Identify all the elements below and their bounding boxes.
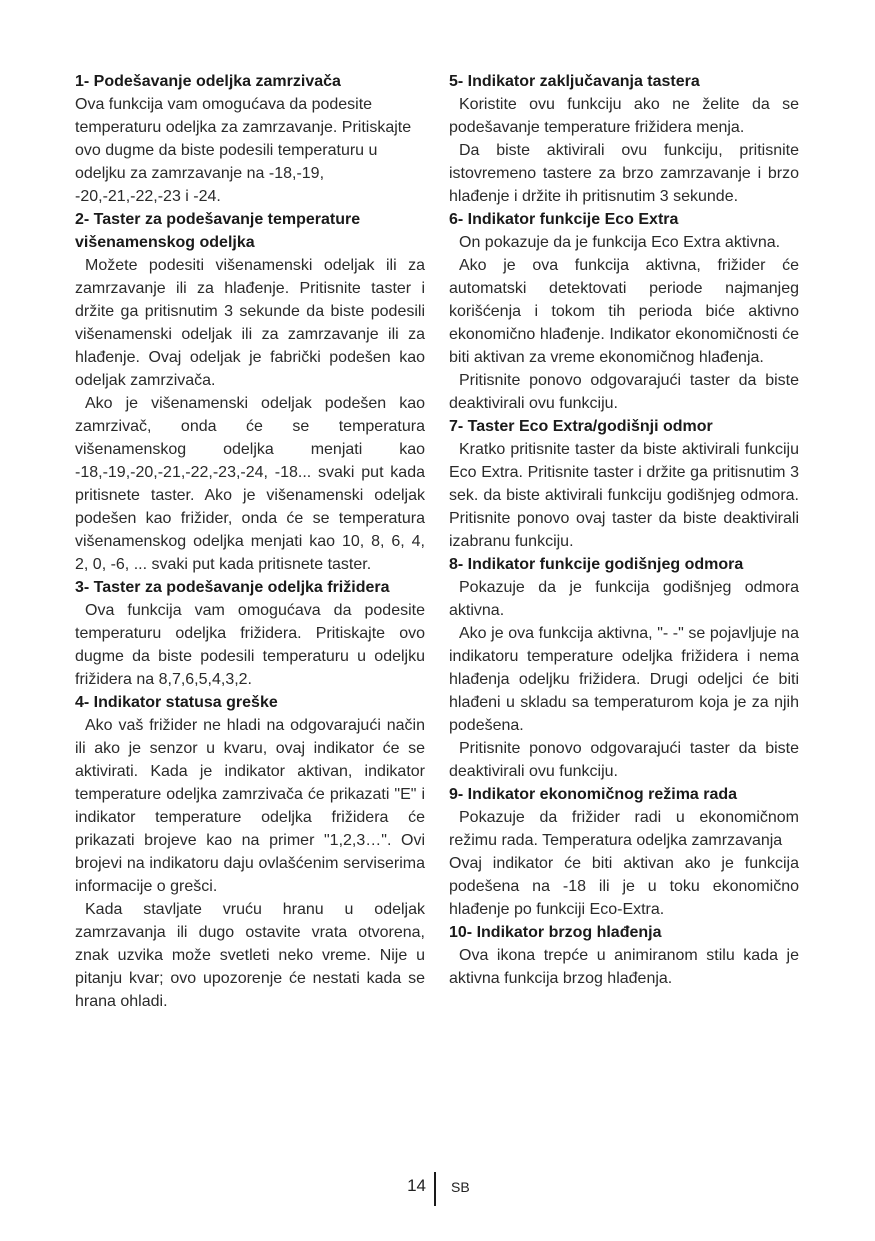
paragraph: Ako je ova funkcija aktivna, "- -" se pojavljuje na indikatoru temperature odeljka frižidera i nema hlađenja odeljku frižidera. Drugi odeljci će biti hlađeni u skladu sa temperaturom koja je za njih podešena. xyxy=(449,625,799,734)
paragraph: Ovaj indikator će biti aktivan ako je funkcija podešena na -18 ili je u toku ekonomično hlađenje po funkciji Eco-Extra. xyxy=(449,855,799,918)
section-title: 1- Podešavanje odeljka zamrzivača xyxy=(75,73,341,90)
section-vacation-indicator xyxy=(449,553,799,783)
paragraph: Ako je višenamenski odeljak podešen kao zamrzivač, onda će se temperatura višenamenskog odeljka menjati kao -18,-19,-20,-21,-22,-23,-24, -18... svaki put kada pritisnete taster. Ako je višenamenski odeljak podešen kao frižider, onda će se temperatura višenamenskog odeljka menjati kao 10, 8, 6, 4, 2, 0, -6, ... svaki put kada pritisnete taster. xyxy=(75,395,425,573)
section-economy-indicator xyxy=(449,783,799,921)
section-title: 5- Indikator zaključavanja tastera xyxy=(449,73,700,90)
section-multizone-button xyxy=(75,208,425,576)
section-quick-cool-indicator xyxy=(449,921,799,990)
section-fridge-setting xyxy=(75,576,425,691)
language-code: SB xyxy=(451,1179,470,1195)
section-eco-vacation-button xyxy=(449,415,799,553)
paragraph: Pritisnite ponovo odgovarajući taster da biste deaktivirali ovu funkciju. xyxy=(449,740,799,780)
paragraph: Kada stavljate vruću hranu u odeljak zamrzavanja ili dugo ostavite vrata otvorena, znak uzvika može svetleti neko vreme. Nije u pitanju kvar; ovo upozorenje će nestati kada se hrana ohladi. xyxy=(75,901,425,1010)
section-title: 6- Indikator funkcije Eco Extra xyxy=(449,211,679,228)
section-error-indicator xyxy=(75,691,425,1013)
paragraph: Ova funkcija vam omogućava da podesite temperaturu odeljka za zamrzavanje. Pritiskajte ovo dugme da biste podesili temperaturu u odeljku za zamrzavanje na -18,-19, -20,-21,-22,-23 i -24. xyxy=(75,96,412,205)
paragraph: On pokazuje da je funkcija Eco Extra aktivna. xyxy=(459,234,781,251)
section-title: 10- Indikator brzog hlađenja xyxy=(449,924,662,941)
paragraph: Pokazuje da frižider radi u ekonomičnom režimu rada. Temperatura odeljka zamrzavanja xyxy=(449,809,799,849)
right-column xyxy=(449,70,799,990)
paragraph: Ova ikona trepće u animiranom stilu kada je aktivna funkcija brzog hlađenja. xyxy=(449,947,799,987)
section-title: 2- Taster za podešavanje temperature višenamenskog odeljka xyxy=(75,211,361,251)
section-title: 3- Taster za podešavanje odeljka frižidera xyxy=(75,579,390,596)
section-title: 9- Indikator ekonomičnog režima rada xyxy=(449,786,738,803)
section-eco-extra-indicator xyxy=(449,208,799,415)
section-title: 7- Taster Eco Extra/godišnji odmor xyxy=(449,418,713,435)
paragraph: Koristite ovu funkciju ako ne želite da se podešavanje temperature frižidera menja. xyxy=(449,96,799,136)
paragraph: Ako vaš frižider ne hladi na odgovarajući način ili ako je senzor u kvaru, ovaj indikator će se aktivirati. Kada je indikator aktivan, indikator temperature odeljka zamrzivača će prikazati "E" i indikator temperature odeljka frižidera će prikazati brojeve kao na primer "1,2,3…". Ovi brojevi na indikatoru daju ovlašćenim serviserima informacije o grešci. xyxy=(75,717,425,895)
paragraph: Ako je ova funkcija aktivna, frižider će automatski detektovati periode najmanjeg korišćenja i tokom tih perioda biće aktivno ekonomično hlađenje. Indikator ekonomičnosti će biti aktivan za vreme ekonomičnog hlađenja. xyxy=(449,257,799,366)
paragraph: Da biste aktivirali ovu funkciju, pritisnite istovremeno tastere za brzo zamrzavanje i brzo hlađenje i držite ih pritisnutim 3 sekunde. xyxy=(449,142,799,205)
paragraph: Možete podesiti višenamenski odeljak ili za zamrzavanje ili za hlađenje. Pritisnite taster i držite ga pritisnutim 3 sekunde da biste podesili višenamenski odeljak ili za zamrzavanje ili za hlađenje. Ovaj odeljak je fabrički podešen kao odeljak zamrzivača. xyxy=(75,257,425,389)
page-footer xyxy=(0,1172,875,1206)
paragraph: Ova funkcija vam omogućava da podesite temperaturu odeljka frižidera. Pritiskajte ovo dugme da biste podesili temperaturu u odeljku frižidera na 8,7,6,5,4,3,2. xyxy=(75,602,425,688)
paragraph: Pritisnite ponovo odgovarajući taster da biste deaktivirali ovu funkciju. xyxy=(449,372,799,412)
section-title: 4- Indikator statusa greške xyxy=(75,694,278,711)
section-title: 8- Indikator funkcije godišnjeg odmora xyxy=(449,556,744,573)
page-number: 14 xyxy=(407,1176,426,1195)
paragraph: Pokazuje da je funkcija godišnjeg odmora aktivna. xyxy=(449,579,799,619)
footer-divider xyxy=(434,1172,436,1206)
paragraph: Kratko pritisnite taster da biste aktivirali funkciju Eco Extra. Pritisnite taster i držite ga pritisnutim 3 sek. da biste aktivirali funkciju godišnjeg odmora. Pritisnite ponovo ovaj taster da biste deaktivirali izabranu funkciju. xyxy=(449,441,799,550)
section-key-lock xyxy=(449,70,799,208)
left-column xyxy=(75,70,425,1013)
section-freezer-setting xyxy=(75,70,425,208)
